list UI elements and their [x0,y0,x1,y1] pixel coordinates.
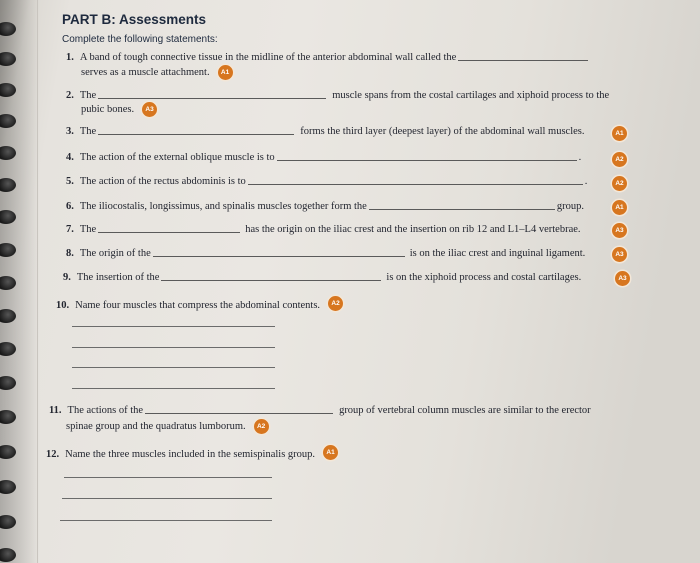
answer-line-12-1[interactable] [64,477,272,478]
question-number: 2. [66,90,74,101]
question-text: The action of the external oblique muscle is to [79,152,275,163]
question-punct: . [584,176,588,187]
question-number: 11. [49,405,62,416]
question-text: The insertion of the [76,272,160,283]
objective-badge: A3 [615,271,630,286]
objective-badge: A2 [612,176,627,191]
objective-badge: A1 [323,445,338,460]
objective-badge: A2 [612,152,627,167]
question-text: is on the xiphoid process and costal cartilages. [386,272,582,283]
question-text: The [79,126,97,137]
answer-line-10-3[interactable] [72,367,275,368]
objective-badge: A3 [612,223,627,238]
question-8 [66,248,585,259]
question-1 [66,52,590,63]
question-number: 7. [66,224,74,235]
question-number: 12. [46,449,60,460]
objective-badge: A3 [612,247,627,262]
answer-blank[interactable] [458,59,588,61]
question-text: Name the three muscles included in the semispinalis group. [65,449,316,460]
objective-badge: A1 [612,200,627,215]
question-number: 9. [63,272,71,283]
answer-line-10-1[interactable] [72,326,275,327]
question-1-continuation [81,65,233,80]
question-text: has the origin on the iliac crest and the insertion on rib 12 and L1–L4 vertebrae. [245,224,581,235]
answer-blank[interactable] [369,208,555,210]
question-text: muscle spans from the costal cartilages and xiphoid process to the [332,90,610,101]
question-text: The [79,90,97,101]
section-title: PART B: Assessments [62,12,207,27]
objective-badge: A2 [254,419,269,434]
question-9 [63,272,581,283]
question-11-continuation [66,419,269,434]
answer-blank[interactable] [98,133,294,135]
question-11 [49,405,591,416]
question-text: The iliocostalis, longissimus, and spinalis muscles together form the [79,201,367,212]
answer-blank[interactable] [153,255,405,257]
question-2 [66,90,609,101]
question-text: group. [556,201,584,212]
question-text: The action of the rectus abdominis is to [79,176,246,187]
objective-badge: A3 [142,102,157,117]
question-number: 1. [66,52,74,63]
question-text: The origin of the [79,248,151,259]
question-number: 10. [56,300,70,311]
answer-blank[interactable] [98,97,326,99]
spiral-binding [0,0,24,563]
question-text: serves as a muscle attachment. [81,67,210,78]
objective-badge: A2 [328,296,343,311]
answer-line-12-3[interactable] [60,520,272,521]
margin-line [37,0,38,563]
answer-blank[interactable] [161,279,381,281]
question-5 [66,176,587,187]
question-number: 5. [66,176,74,187]
question-text: Name four muscles that compress the abdominal contents. [75,300,321,311]
objective-badge: A1 [612,126,627,141]
question-text: The actions of the [67,405,144,416]
question-2-continuation [81,102,157,117]
question-punct: . [578,152,582,163]
answer-blank[interactable] [98,231,240,233]
question-text: The [79,224,97,235]
question-10 [56,296,343,311]
question-4 [66,152,581,163]
answer-line-10-2[interactable] [72,347,275,348]
question-7 [66,224,581,235]
objective-badge: A1 [218,65,233,80]
question-number: 8. [66,248,74,259]
question-text: forms the third layer (deepest layer) of the abdominal wall muscles. [300,126,585,137]
question-6 [66,201,584,212]
answer-line-12-2[interactable] [62,498,272,499]
question-3 [66,126,584,137]
instructions: Complete the following statements: [62,34,218,45]
answer-blank[interactable] [277,159,577,161]
question-number: 6. [66,201,74,212]
question-text: spinae group and the quadratus lumborum. [66,421,246,432]
question-number: 3. [66,126,74,137]
question-number: 4. [66,152,74,163]
answer-blank[interactable] [145,412,333,414]
question-text: A band of tough connective tissue in the midline of the anterior abdominal wall called the [79,52,457,63]
question-text: group of vertebral column muscles are similar to the erector [339,405,591,416]
question-text: is on the iliac crest and inguinal ligament. [409,248,586,259]
question-text: pubic bones. [81,104,135,115]
answer-blank[interactable] [248,183,583,185]
answer-line-10-4[interactable] [72,388,275,389]
question-12 [46,445,338,460]
